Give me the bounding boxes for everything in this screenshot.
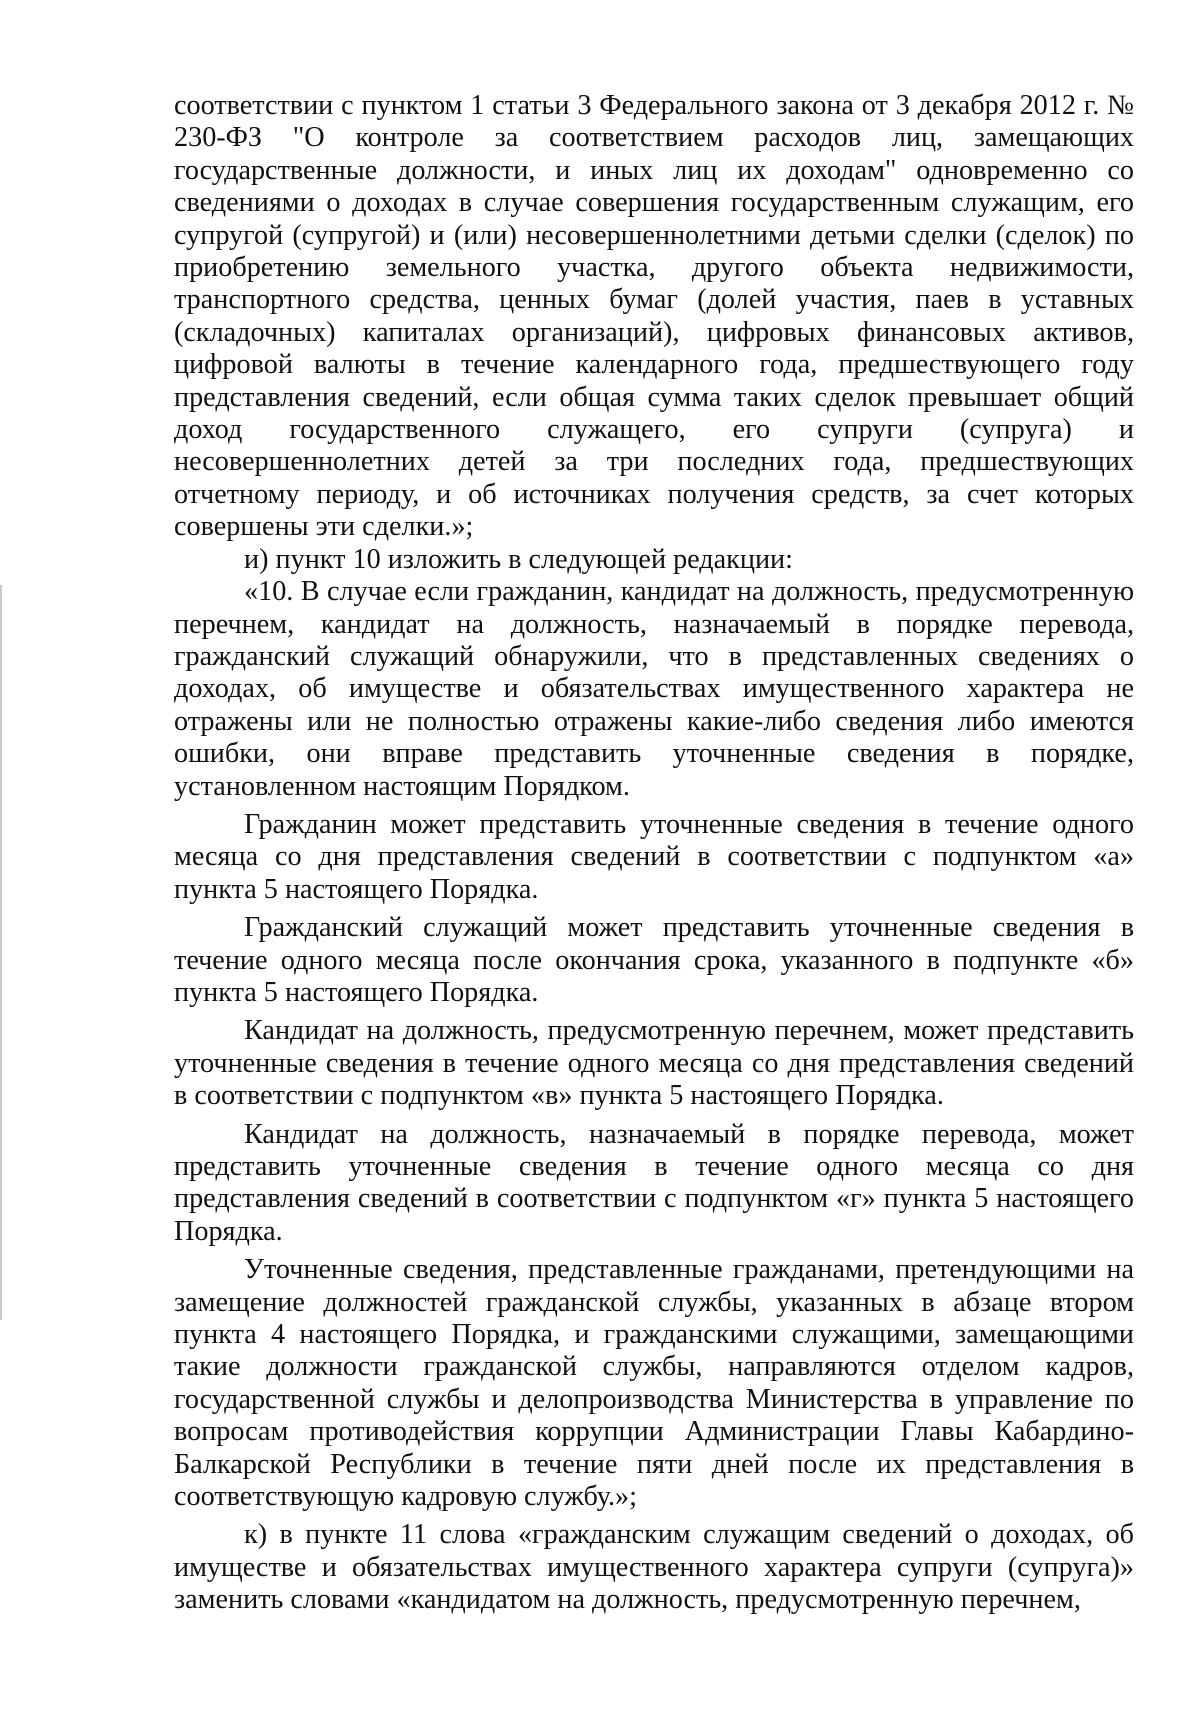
- document-body: [174, 90, 1134, 1617]
- scan-edge-line: [0, 585, 2, 1320]
- paragraph-candidate-list: Кандидат на должность, предусмотренную перечнем, может представить уточненные сведения в течение одного месяца со дня представления сведений в соответствии с подпунктом «в» пункта 5 настоящего Порядка.: [174, 1015, 1134, 1112]
- paragraph-civil-servant: Гражданский служащий может представить уточненные сведения в течение одного месяца после окончания срока, указанного в подпункте «б» пункта 5 настоящего Порядка.: [174, 912, 1134, 1008]
- paragraph-citizen: Гражданин может представить уточненные сведения в течение одного месяца со дня представления сведений в соответствии с подпунктом «а» пункта 5 настоящего Порядка.: [174, 808, 1134, 905]
- paragraph-refined-info: Уточненные сведения, представленные гражданами, претендующими на замещение должностей гражданской службы, указанных в абзаце втором пункта 4 настоящего Порядка, и гражданскими служащими, замещающими такие должности гражданской службы, направляются отделом кадров, государственной службы и делопроизводства Министерства в управление по вопросам противодействия коррупции Администрации Главы Кабардино-Балкарской Республики в течение пяти дней после их представления в соответствующую кадровую службу.»;: [174, 1254, 1134, 1513]
- paragraph-item-i: и) пункт 10 изложить в следующей редакции:: [244, 543, 793, 575]
- paragraph-point-10: «10. В случае если гражданин, кандидат на должность, предусмотренную перечнем, кандидат на должность, назначаемый в порядке перевода, гражданский служащий обнаружили, что в представленных сведениях о доходах, об имуществе и обязательствах имущественного характера не отражены или не полностью отражены какие-либо сведения либо имеются ошибки, они вправе представить уточненные сведения в порядке, установленном настоящим Порядком.: [174, 576, 1134, 802]
- paragraph-item-k: к) в пункте 11 слова «гражданским служащим сведений о доходах, об имуществе и обязательствах имущественного характера супруги (супруга)» заменить словами «кандидатом на должность, предусмотренную перечнем,: [174, 1519, 1134, 1616]
- paragraph-candidate-transfer: Кандидат на должность, назначаемый в порядке перевода, может представить уточненные сведения в течение одного месяца со дня представления сведений в соответствии с подпунктом «г» пункта 5 настоящего Порядка.: [174, 1118, 1134, 1247]
- paragraph-continuation: соответствии с пунктом 1 статьи 3 Федерального закона от 3 декабря 2012 г. № 230-ФЗ "О контроле за соответствием расходов лиц, замещающих государственные должности, и иных лиц их доходам" одновременно со сведениями о доходах в случае совершения государственным служащим, его супругой (супругой) и (или) несовершеннолетними детьми сделки (сделок) по приобретению земельного участка, другого объекта недвижимости, транспортного средства, ценных бумаг (долей участия, паев в уставных (складочных) капиталах организаций), цифровых финансовых активов, цифровой валюты в течение календарного года, предшествующего году представления сведений, если общая сумма таких сделок превышает общий доход государственного служащего, его супруги (супруга) и несовершеннолетних детей за три последних года, предшествующих отчетному периоду, и об источниках получения средств, за счет которых совершены эти сделки.»;: [174, 90, 1134, 543]
